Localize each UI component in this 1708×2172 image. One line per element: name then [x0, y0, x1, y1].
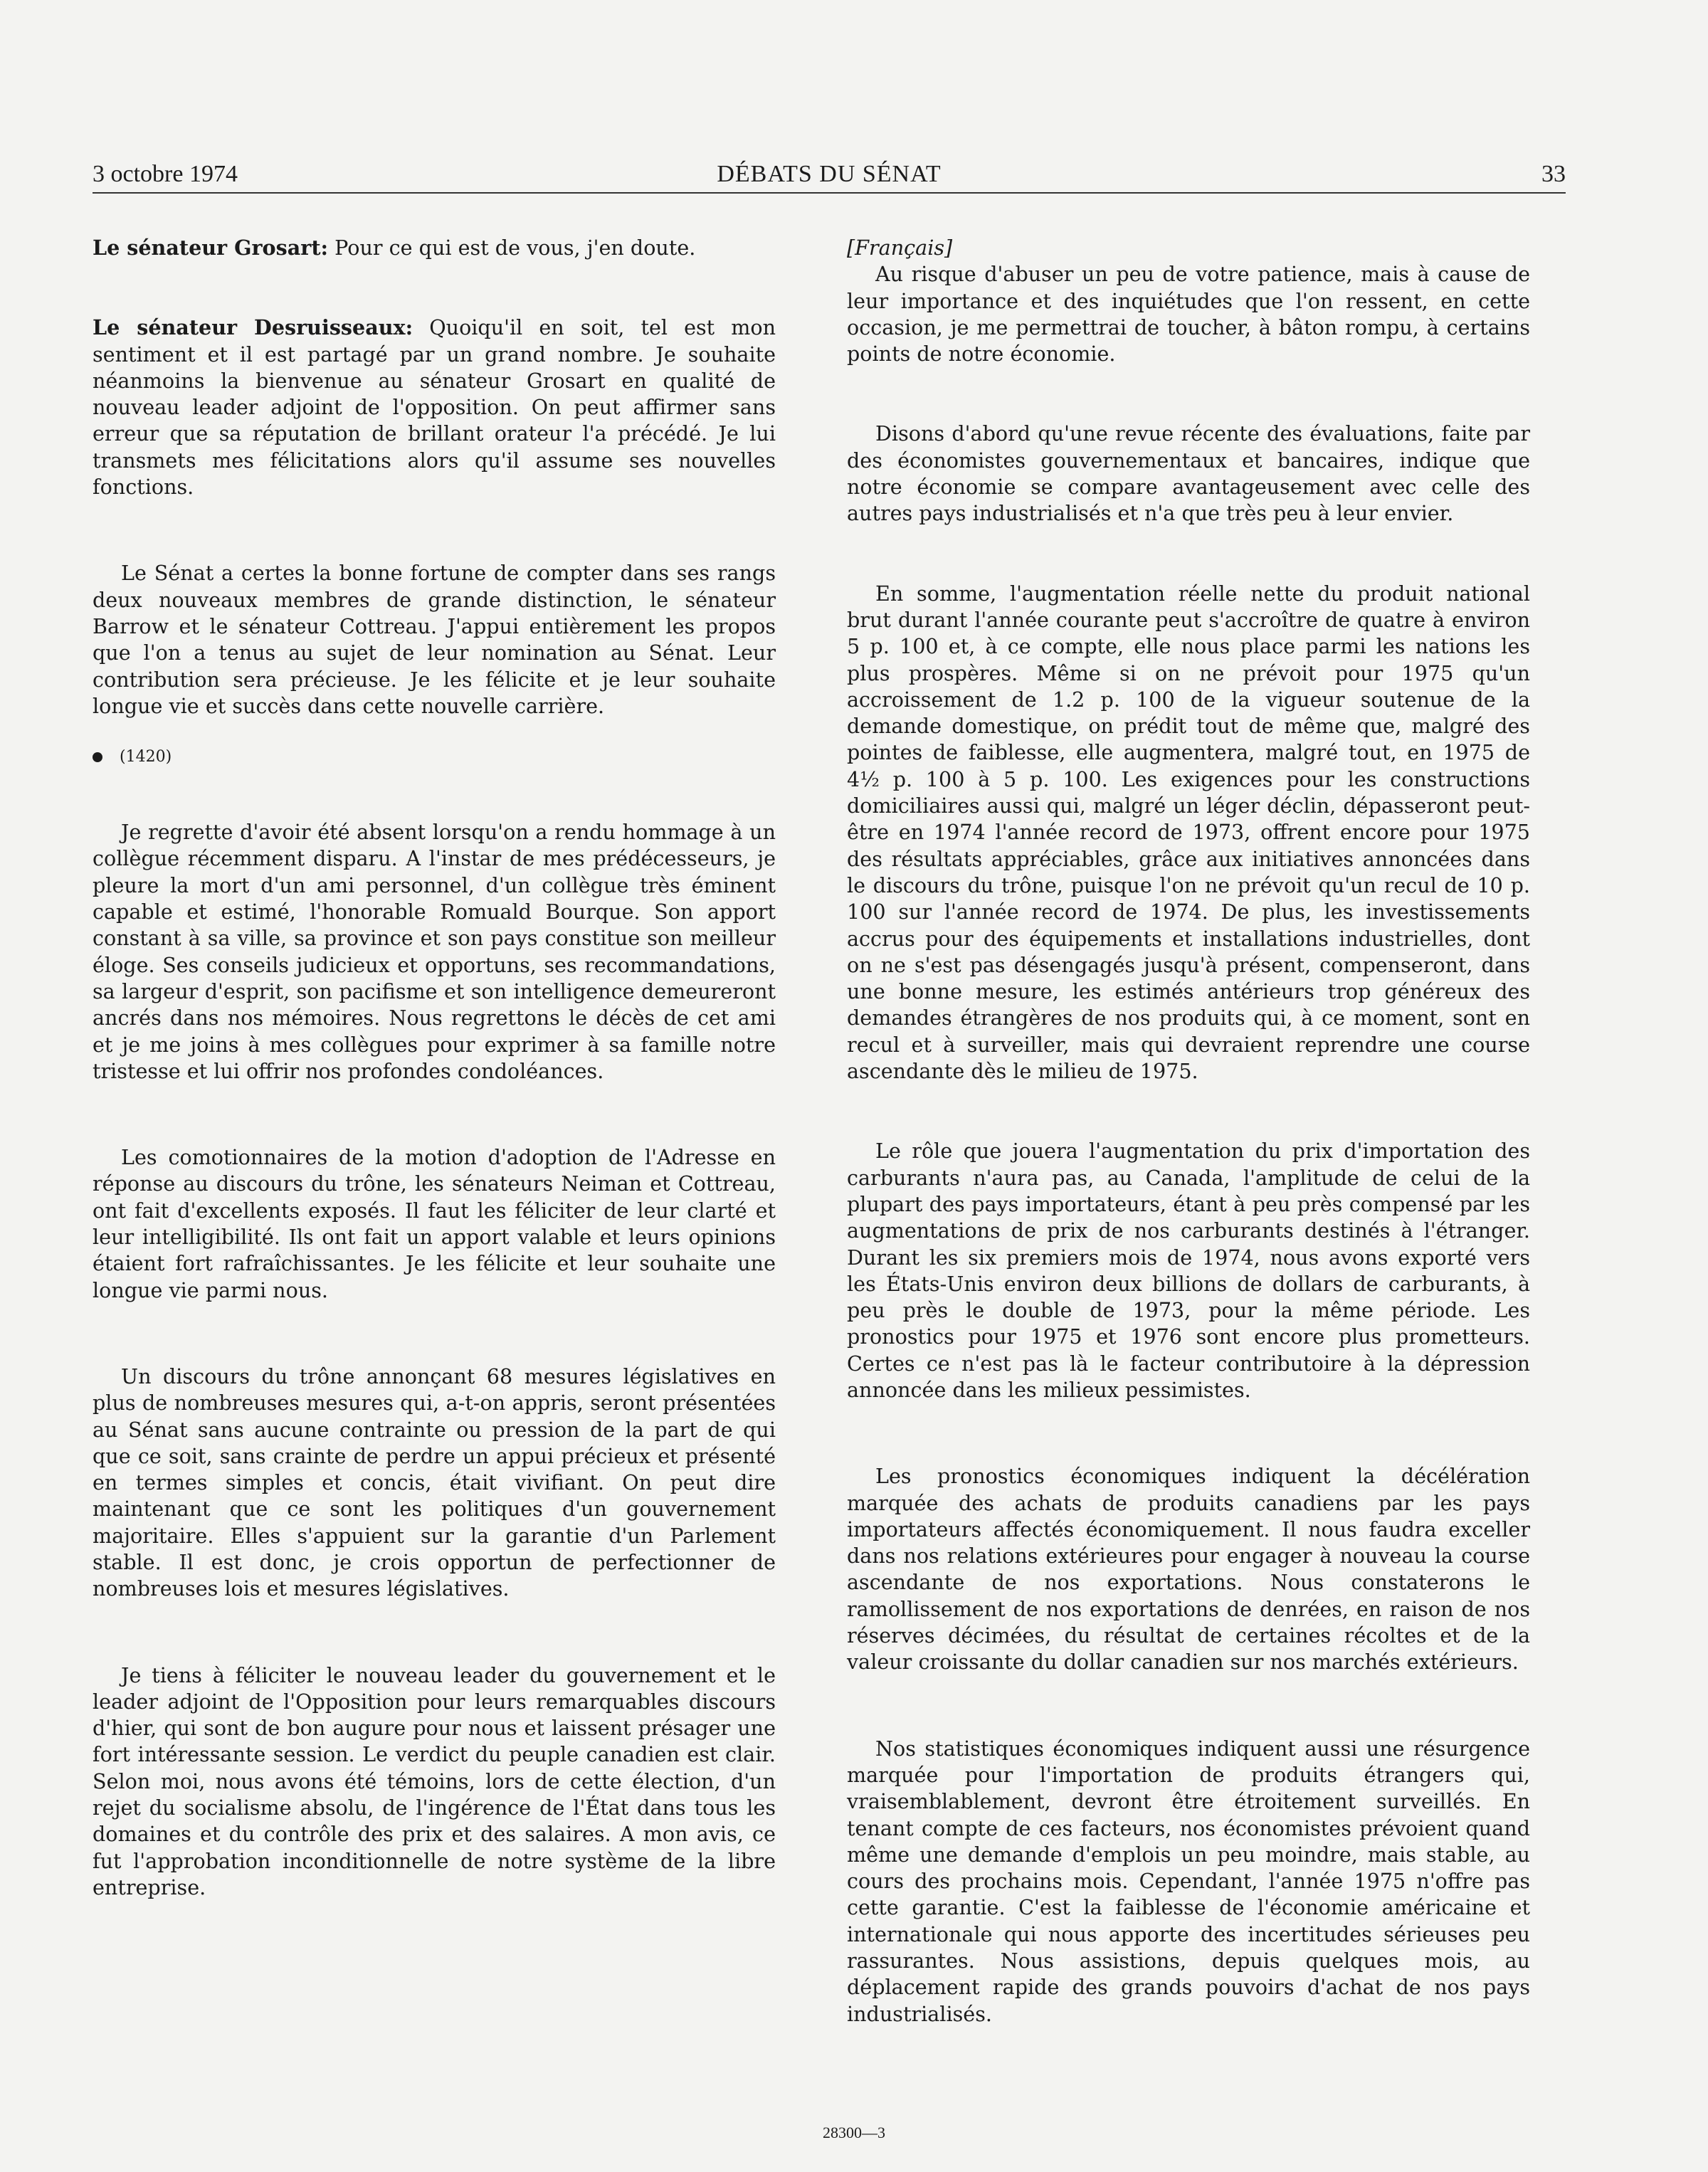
- paragraph: Le rôle que jouera l'augmentation du prix d'importation des carburants n'aura pas, au Canada, l'amplitude de celui de la plupart des pays importateurs, étant à peu près compensé par les augmentations de prix de nos carburants destinés à l'étranger. Durant les six premiers mois de 1974, nous avons exporté vers les États-Unis environ deux billions de dollars de carburants, à peu près le double de 1973, pour la même période. Les pronostics pour 1975 et 1976 sont encore plus prometteurs. Certes ce n'est pas là le facteur contributoire à la dépression annoncée dans les milieux pessimistes.: [847, 1139, 1530, 1402]
- paragraph: Le Sénat a certes la bonne fortune de compter dans ses rangs deux nouveaux membres de grande distinction, le sénateur Barrow et le sénateur Cottreau. J'appui entièrement les propos que l'on a tenus au sujet de leur nomination au Sénat. Leur contribution sera précieuse. Je les félicite et je leur souhaite longue vie et succès dans cette nouvelle carrière.: [93, 561, 776, 718]
- paragraph: En somme, l'augmentation réelle nette du produit national brut durant l'année courante peut s'accroître de quatre à environ 5 p. 100 et, à ce compte, elle nous place parmi les nations les plus prospères. Même si on ne prévoit pour 1975 qu'un accroissement de 1.2 p. 100 de la vigueur soutenue de la demande domestique, on prédit tout de même que, malgré des pointes de faiblesse, elle augmentera, malgré tout, en 1975 de 4½ p. 100 à 5 p. 100. Les exigences pour les constructions domiciliaires aussi qui, malgré un léger déclin, dépasseront peut-être en 1974 l'année record de 1973, offrent encore pour 1975 des résultats appréciables, grâce aux initiatives annoncées dans le discours du trône, puisque l'on ne prévoit qu'un recul de 10 p. 100 sur l'année record de 1974. De plus, les investissements accrus pour des équipements et installations industrielles, dont on ne s'est pas désengagés jusqu'à présent, compenseront, dans une bonne mesure, les estimés antérieurs trop généreux des demandes étrangères de nos produits qui, à ce moment, sont en recul et à surveiller, mais qui devraient reprendre une course ascendante dès le milieu de 1975.: [847, 581, 1530, 1084]
- left-column: [93, 235, 776, 1901]
- paragraph-desruisseaux: [93, 315, 776, 500]
- speaker-name: Le sénateur Grosart:: [93, 236, 329, 260]
- page-header: [93, 155, 1566, 194]
- right-column: [847, 235, 1530, 2028]
- paragraph: Disons d'abord qu'une revue récente des évaluations, faite par des économistes gouvernementaux et bancaires, indique que notre économie se compare avantageusement avec celle des autres pays industrialisés et n'a que très peu à leur envier.: [847, 421, 1530, 526]
- bullet-icon: [93, 752, 102, 762]
- header-date: 3 octobre 1974: [93, 161, 238, 187]
- page-footer-code: 28300—3: [823, 2124, 885, 2141]
- paragraph-grosart: [93, 235, 776, 261]
- header-page-number: 33: [1541, 161, 1566, 187]
- paragraph: Je tiens à féliciter le nouveau leader du gouvernement et le leader adjoint de l'Opposition pour leurs remarquables discours d'hier, qui sont de bon augure pour nous et laissent présager une fort intéressante session. Le verdict du peuple canadien est clair. Selon moi, nous avons été témoins, lors de cette élection, d'un rejet du socialisme absolu, de l'ingérence de l'État dans tous les domaines et du contrôle des prix et des salaires. A mon avis, ce fut l'approbation inconditionnelle de notre système de la libre entreprise.: [93, 1662, 776, 1899]
- paragraph: Au risque d'abuser un peu de votre patience, mais à cause de leur importance et des inquiétudes que l'on ressent, en cette occasion, je me permettrai de toucher, à bâton rompu, à certains points de notre économie.: [847, 262, 1530, 367]
- language-tag: [Français]: [847, 236, 953, 260]
- paragraph: Les pronostics économiques indiquent la décélération marquée des achats de produits canadiens par les pays importateurs affectés économiquement. Il nous faudra exceller dans nos relations extérieures pour engager à nouveau la course ascendante de nos exportations. Nous constaterons le ramollissement de nos exportations de denrées, en raison de nos réserves décimées, du résultat de certaines récoltes et de la valeur croissante du dollar canadien sur nos marchés extérieurs.: [847, 1464, 1530, 1675]
- time-marker-label: (1420): [120, 748, 172, 766]
- paragraph: Les comotionnaires de la motion d'adoption de l'Adresse en réponse au discours du trône, les sénateurs Neiman et Cottreau, ont fait d'excellents exposés. Il faut les féliciter de leur clarté et leur intelligibilité. Ils ont fait un apport valable et leurs opinions étaient fort rafraîchissantes. Je les félicite et leur souhaite une longue vie parmi nous.: [93, 1145, 776, 1302]
- time-marker: [93, 748, 776, 766]
- paragraph-text: Pour ce qui est de vous, j'en doute.: [328, 236, 696, 260]
- paragraph-text: Quoiqu'il en soit, tel est mon sentiment et il est partagé par un grand nombre. Je souhaite néanmoins la bienvenue au sénateur Grosart en qualité de nouveau leader adjoint de l'opposition. On peut affirmer sans erreur que sa réputation de brillant orateur l'a précédé. Je lui transmets mes félicitations alors qu'il assume ses nouvelles fonctions.: [93, 315, 776, 500]
- paragraph: Un discours du trône annonçant 68 mesures législatives en plus de nombreuses mesures qui, a-t-on appris, seront présentées au Sénat sans aucune contrainte ou pression de la part de qui que ce soit, sans crainte de perdre un appui précieux et présenté en termes simples et concis, était vivifiant. On peut dire maintenant que ce sont les politiques d'un gouvernement majoritaire. Elles s'appuient sur la garantie d'un Parlement stable. Il est donc, je crois opportun de perfectionner de nombreuses lois et mesures législatives.: [93, 1364, 776, 1601]
- paragraph: Nos statistiques économiques indiquent aussi une résurgence marquée pour l'importation de produits étrangers qui, vraisemblablement, devront être étroitement surveillés. En tenant compte de ces facteurs, nos économistes prévoient quand même une demande d'emplois un peu moindre, mais stable, au cours des prochains mois. Cependant, l'année 1975 n'offre pas cette garantie. C'est la faiblesse de l'économie américaine et internationale qui nous apporte des incertitudes sérieuses peu rassurantes. Nous assistions, depuis quelques mois, au déplacement rapide des grands pouvoirs d'achat de nos pays industrialisés.: [847, 1736, 1530, 2026]
- paragraph: Je regrette d'avoir été absent lorsqu'on a rendu hommage à un collègue récemment disparu. A l'instar de mes prédécesseurs, je pleure la mort d'un ami personnel, d'un collègue très éminent capable et estimé, l'honorable Romuald Bourque. Son apport constant à sa ville, sa province et son pays constitue son meilleur éloge. Ses conseils judicieux et opportuns, ses recommandations, sa largeur d'esprit, son pacifisme et son intelligence demeureront ancrés dans nos mémoires. Nous regrettons le décès de cet ami et je me joins à mes collègues pour exprimer à sa famille notre tristesse et lui offrir nos profondes condoléances.: [93, 820, 776, 1083]
- header-title: DÉBATS DU SÉNAT: [717, 161, 942, 187]
- speaker-name: Le sénateur Desruisseaux:: [93, 315, 413, 340]
